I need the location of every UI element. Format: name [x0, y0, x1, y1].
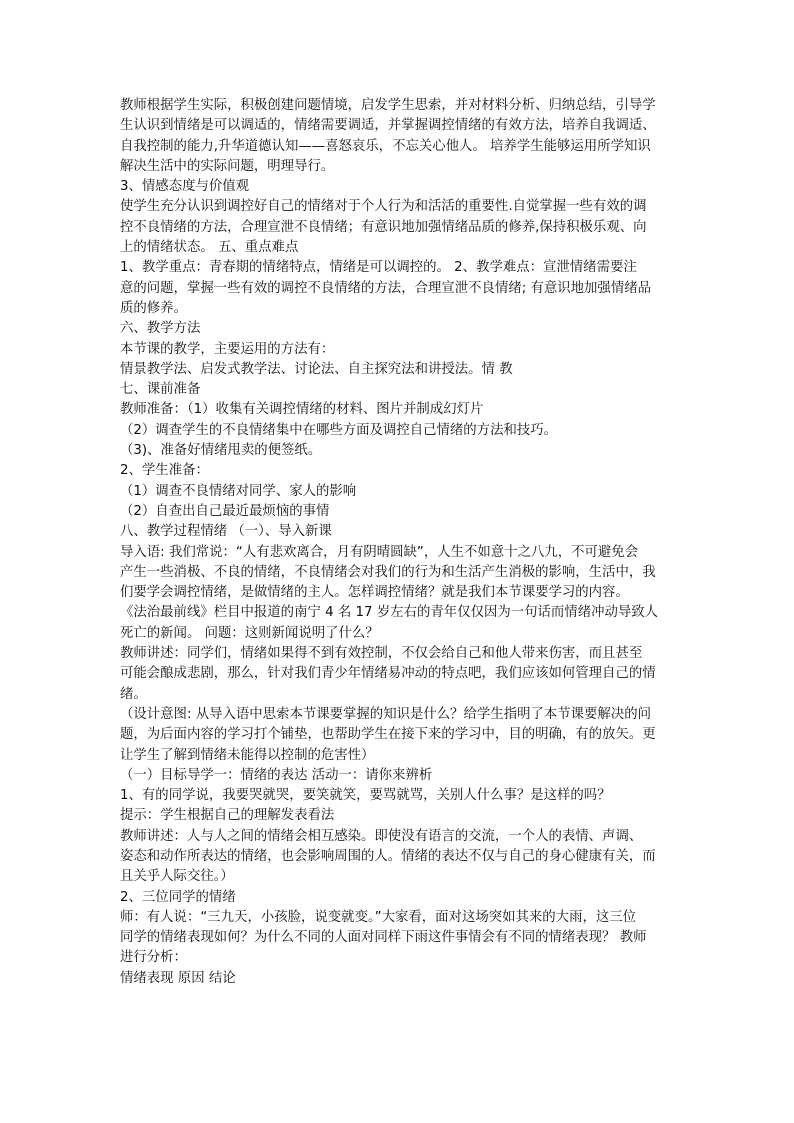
- text-line: 1、教学重点：青春期的情绪特点，情绪是可以调控的。 2、教学难点：宣泄情绪需要注: [120, 260, 637, 276]
- text-line: 且关乎人际交往。）: [120, 869, 234, 885]
- text-line: 导入语: 我们常说：“人有悲欢离合，月有阴晴圆缺”，人生不如意十之八九，不可避免会: [120, 544, 639, 560]
- text-line: 情绪表现 原因 结论: [120, 970, 236, 986]
- text-line: 同学的情绪表现如何？为什么不同的人面对同样下雨这件事情会有不同的情绪表现？ 教师: [120, 930, 647, 946]
- text-line: 教师讲述：人与人之间的情绪会相互感染。即使没有语言的交流，一个人的表情、声调、: [120, 828, 643, 844]
- text-line: （1）调查不良情绪对同学、家人的影响: [120, 483, 357, 499]
- text-line: 题，为后面内容的学习打个铺垫，也帮助学生在接下来的学习中，目的明确，有的放矢。更: [120, 727, 656, 743]
- text-line: 进行分析：: [120, 950, 187, 966]
- text-line: 教师根据学生实际，积极创建问题情境，启发学生思索，并对材料分析、归纳总结，引导学: [120, 98, 656, 113]
- text-line: 六、教学方法: [120, 321, 201, 337]
- text-line: 《法治最前线》栏目中报道的南宁 4 名 17 岁左右的青年仅仅因为一句话而情绪冲动导致人: [120, 605, 659, 621]
- text-line: 八、教学过程情绪 （一）、导入新课: [120, 524, 332, 540]
- text-line: 质的修养。: [120, 300, 187, 316]
- text-line: 控不良情绪的方法，合理宣泄不良情绪；有意识地加强情绪品质的修养,保持积极乐观、向: [120, 219, 647, 235]
- text-line: 绪。: [120, 686, 147, 702]
- text-line: 产生一些消极、不良的情绪，不良情绪会对我们的行为和生活产生消极的影响，生活中，我: [120, 564, 656, 580]
- text-line: 自我控制的能力,升华道德认知——喜怒哀乐，不忘关心他人。 培养学生能够运用所学知识: [120, 138, 651, 154]
- text-line: 3、情感态度与价值观: [120, 179, 250, 195]
- text-line: 教师讲述：同学们，情绪如果得不到有效控制，不仅会给自己和他人带来伤害，而且甚至: [120, 646, 643, 662]
- text-line: （设计意图: 从导入语中思索本节课要掌握的知识是什么？给学生指明了本节课要解决的问: [120, 706, 651, 722]
- text-line: 意的问题，掌握一些有效的调控不良情绪的方法，合理宣泄不良情绪; 有意识地加强情绪品: [120, 280, 651, 296]
- text-line: （2）调查学生的不良情绪集中在哪些方面及调控自己情绪的方法和技巧。: [120, 422, 558, 438]
- text-line: 提示：学生根据自己的理解发表看法: [120, 808, 335, 824]
- document-body: [120, 96, 682, 989]
- text-line: 本节课的教学，主要运用的方法有：: [120, 341, 335, 357]
- text-line: 情景教学法、启发式教学法、讨论法、自主探究法和讲授法。情 教: [120, 361, 513, 377]
- text-line: 2、学生准备：: [120, 463, 209, 479]
- text-line: 上的情绪状态。 五、重点难点: [120, 240, 299, 256]
- text-line: 教师准备：（1）收集有关调控情绪的材料、图片并制成幻灯片: [120, 402, 484, 418]
- text-line: 2、三位同学的情绪: [120, 889, 236, 905]
- text-line: （一）目标导学一：情绪的表达 活动一：请你来辨析: [120, 767, 433, 783]
- text-line: 七、课前准备: [120, 382, 201, 398]
- text-line: 死亡的新闻。 问题：这则新闻说明了什么？: [120, 625, 379, 641]
- text-line: （2）自查出自己最近最烦恼的事情: [120, 503, 330, 519]
- text-line: 1、有的同学说，我要哭就哭，要笑就笑，要骂就骂，关别人什么事？是这样的吗？: [120, 788, 611, 804]
- text-line: 师：有人说：“三九天，小孩脸，说变就变。”大家看，面对这场突如其来的大雨，这三位: [120, 909, 637, 925]
- text-line: 姿态和动作所表达的情绪，也会影响周围的人。情绪的表达不仅与自己的身心健康有关，而: [120, 848, 656, 864]
- text-line: 生认识到情绪是可以调适的，情绪需要调适，并掌握调控情绪的有效方法，培养自我调适、: [120, 118, 656, 134]
- text-line: 让学生了解到情绪未能得以控制的危害性）: [120, 747, 375, 763]
- text-line: （3)、准备好情绪甩卖的便签纸。: [120, 443, 322, 459]
- text-line: 解决生活中的实际问题，明理导行。: [120, 158, 335, 174]
- text-line: 使学生充分认识到调控好自己的情绪对于个人行为和活活的重要性.自觉掌握一些有效的调: [120, 199, 647, 215]
- text-line: 们要学会调控情绪，是做情绪的主人。怎样调控情绪？就是我们本节课要学习的内容。: [120, 585, 629, 601]
- text-line: 可能会酿成悲剧，那么，针对我们青少年情绪易冲动的特点吧，我们应该如何管理自己的情: [120, 666, 656, 682]
